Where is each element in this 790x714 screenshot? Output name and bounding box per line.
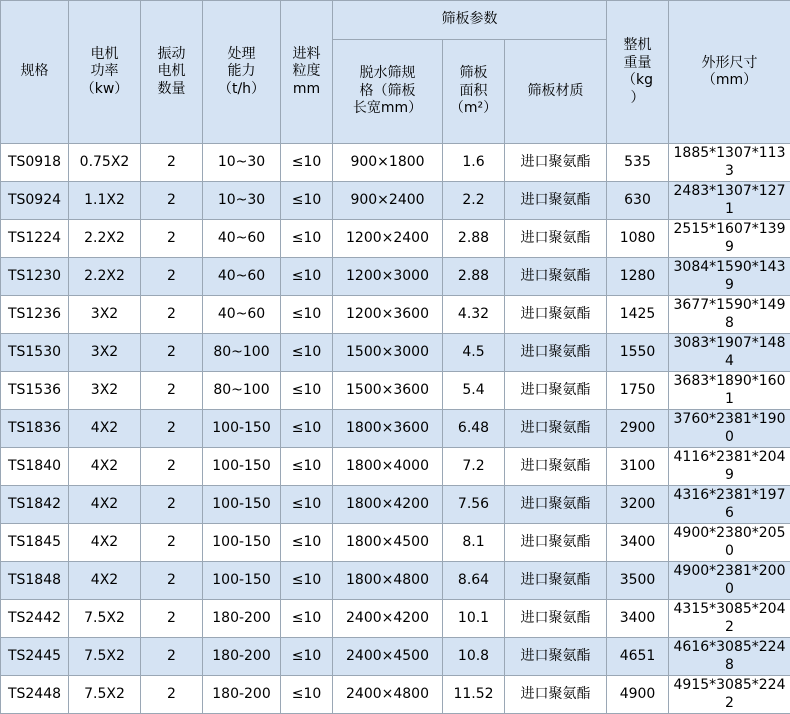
cell-screen_spec: 2400×4200 xyxy=(333,600,443,638)
cell-motor_power: 3X2 xyxy=(69,296,141,334)
cell-capacity: 100-150 xyxy=(203,448,281,486)
cell-capacity: 80~100 xyxy=(203,334,281,372)
header-line: （m²） xyxy=(445,100,502,118)
cell-motor_power: 2.2X2 xyxy=(69,220,141,258)
table-row xyxy=(1,220,790,258)
cell-capacity: 10~30 xyxy=(203,182,281,220)
cell-motor_count: 2 xyxy=(141,638,203,676)
header-line: 电机 xyxy=(71,46,138,64)
header-line: 筛板材质 xyxy=(507,83,604,101)
cell-capacity: 180-200 xyxy=(203,676,281,714)
cell-dimensions: 3084*1590*1439 xyxy=(669,258,790,296)
header-line: 粒度 xyxy=(283,63,330,81)
table-row xyxy=(1,524,790,562)
cell-screen_spec: 900×2400 xyxy=(333,182,443,220)
cell-model: TS1840 xyxy=(1,448,69,486)
header-line: mm xyxy=(283,81,330,99)
header-line: 数量 xyxy=(143,81,200,99)
cell-motor_count: 2 xyxy=(141,220,203,258)
cell-motor_count: 2 xyxy=(141,562,203,600)
cell-screen_material: 进口聚氨酯 xyxy=(505,600,607,638)
cell-dimensions: 4900*2380*2050 xyxy=(669,524,790,562)
header-cell-feed-size xyxy=(281,1,333,144)
cell-screen_spec: 1800×4500 xyxy=(333,524,443,562)
cell-model: TS1836 xyxy=(1,410,69,448)
cell-capacity: 40~60 xyxy=(203,220,281,258)
cell-screen_spec: 2400×4500 xyxy=(333,638,443,676)
cell-screen_spec: 1200×3600 xyxy=(333,296,443,334)
cell-motor_count: 2 xyxy=(141,334,203,372)
header-line: 电机 xyxy=(143,63,200,81)
cell-feed_size: ≤10 xyxy=(281,182,333,220)
cell-weight: 1280 xyxy=(607,258,669,296)
cell-dimensions: 2483*1307*1271 xyxy=(669,182,790,220)
cell-motor_count: 2 xyxy=(141,144,203,182)
header-line: 面积 xyxy=(445,83,502,101)
cell-screen_spec: 1500×3000 xyxy=(333,334,443,372)
cell-weight: 3400 xyxy=(607,524,669,562)
header-line: 外形尺寸 xyxy=(671,55,788,73)
cell-dimensions: 3760*2381*1900 xyxy=(669,410,790,448)
cell-motor_power: 4X2 xyxy=(69,562,141,600)
cell-motor_count: 2 xyxy=(141,182,203,220)
table-row xyxy=(1,448,790,486)
cell-screen_material: 进口聚氨酯 xyxy=(505,410,607,448)
cell-capacity: 40~60 xyxy=(203,296,281,334)
cell-screen_spec: 1200×2400 xyxy=(333,220,443,258)
cell-motor_power: 3X2 xyxy=(69,334,141,372)
header-line: 振动 xyxy=(143,46,200,64)
cell-model: TS1845 xyxy=(1,524,69,562)
cell-screen_material: 进口聚氨酯 xyxy=(505,524,607,562)
cell-dimensions: 3683*1890*1601 xyxy=(669,372,790,410)
cell-weight: 535 xyxy=(607,144,669,182)
header-cell-screen-spec xyxy=(333,39,443,143)
cell-dimensions: 2515*1607*1399 xyxy=(669,220,790,258)
cell-feed_size: ≤10 xyxy=(281,372,333,410)
table-row xyxy=(1,258,790,296)
cell-weight: 4651 xyxy=(607,638,669,676)
cell-screen_area: 2.2 xyxy=(443,182,505,220)
cell-model: TS0924 xyxy=(1,182,69,220)
cell-feed_size: ≤10 xyxy=(281,676,333,714)
table-row xyxy=(1,638,790,676)
cell-motor_count: 2 xyxy=(141,258,203,296)
cell-feed_size: ≤10 xyxy=(281,258,333,296)
cell-weight: 1550 xyxy=(607,334,669,372)
header-line: ） xyxy=(609,90,666,108)
header-line: 处理 xyxy=(205,46,278,64)
cell-screen_material: 进口聚氨酯 xyxy=(505,638,607,676)
cell-motor_count: 2 xyxy=(141,600,203,638)
cell-capacity: 100-150 xyxy=(203,486,281,524)
cell-screen_area: 4.32 xyxy=(443,296,505,334)
table-row xyxy=(1,334,790,372)
cell-motor_power: 4X2 xyxy=(69,486,141,524)
cell-model: TS1848 xyxy=(1,562,69,600)
header-line: 筛板 xyxy=(445,65,502,83)
cell-weight: 1080 xyxy=(607,220,669,258)
cell-screen_material: 进口聚氨酯 xyxy=(505,144,607,182)
header-line: （kg xyxy=(609,72,666,90)
cell-weight: 2900 xyxy=(607,410,669,448)
cell-feed_size: ≤10 xyxy=(281,410,333,448)
cell-screen_area: 2.88 xyxy=(443,258,505,296)
cell-model: TS1224 xyxy=(1,220,69,258)
cell-weight: 3400 xyxy=(607,600,669,638)
table-row xyxy=(1,144,790,182)
cell-screen_material: 进口聚氨酯 xyxy=(505,448,607,486)
cell-screen_area: 1.6 xyxy=(443,144,505,182)
table-row xyxy=(1,486,790,524)
table-row xyxy=(1,676,790,714)
cell-dimensions: 3677*1590*1498 xyxy=(669,296,790,334)
cell-screen_spec: 1800×4000 xyxy=(333,448,443,486)
cell-screen_area: 10.8 xyxy=(443,638,505,676)
cell-feed_size: ≤10 xyxy=(281,562,333,600)
cell-screen_area: 8.1 xyxy=(443,524,505,562)
cell-screen_area: 6.48 xyxy=(443,410,505,448)
cell-model: TS1230 xyxy=(1,258,69,296)
header-line: 重量 xyxy=(609,55,666,73)
cell-motor_power: 4X2 xyxy=(69,448,141,486)
cell-screen_spec: 1200×3000 xyxy=(333,258,443,296)
cell-motor_count: 2 xyxy=(141,372,203,410)
cell-model: TS2448 xyxy=(1,676,69,714)
cell-screen_spec: 1800×4200 xyxy=(333,486,443,524)
cell-screen_area: 4.5 xyxy=(443,334,505,372)
header-cell-motor-power xyxy=(69,1,141,144)
cell-dimensions: 4616*3085*2248 xyxy=(669,638,790,676)
cell-feed_size: ≤10 xyxy=(281,600,333,638)
cell-dimensions: 1885*1307*1133 xyxy=(669,144,790,182)
cell-model: TS1236 xyxy=(1,296,69,334)
header-line: 能力 xyxy=(205,63,278,81)
cell-weight: 1750 xyxy=(607,372,669,410)
header-cell-dimensions xyxy=(669,1,790,144)
cell-motor_count: 2 xyxy=(141,524,203,562)
cell-weight: 3500 xyxy=(607,562,669,600)
header-line: 规格 xyxy=(3,63,66,81)
cell-screen_material: 进口聚氨酯 xyxy=(505,220,607,258)
cell-screen_material: 进口聚氨酯 xyxy=(505,182,607,220)
cell-capacity: 40~60 xyxy=(203,258,281,296)
cell-screen_spec: 900×1800 xyxy=(333,144,443,182)
cell-weight: 630 xyxy=(607,182,669,220)
cell-screen_spec: 1800×4800 xyxy=(333,562,443,600)
cell-feed_size: ≤10 xyxy=(281,524,333,562)
cell-weight: 3200 xyxy=(607,486,669,524)
cell-screen_area: 11.52 xyxy=(443,676,505,714)
cell-feed_size: ≤10 xyxy=(281,144,333,182)
header-cell-model xyxy=(1,1,69,144)
cell-screen_material: 进口聚氨酯 xyxy=(505,296,607,334)
cell-screen_area: 2.88 xyxy=(443,220,505,258)
cell-motor_count: 2 xyxy=(141,486,203,524)
cell-motor_power: 1.1X2 xyxy=(69,182,141,220)
header-cell-screen-area xyxy=(443,39,505,143)
table-row xyxy=(1,410,790,448)
header-cell-capacity xyxy=(203,1,281,144)
table-row xyxy=(1,182,790,220)
header-line: （mm） xyxy=(671,72,788,90)
cell-dimensions: 4900*2381*2000 xyxy=(669,562,790,600)
header-line: 进料 xyxy=(283,46,330,64)
table-header xyxy=(1,1,790,144)
table-row xyxy=(1,296,790,334)
cell-screen_material: 进口聚氨酯 xyxy=(505,486,607,524)
cell-motor_count: 2 xyxy=(141,296,203,334)
cell-screen_material: 进口聚氨酯 xyxy=(505,676,607,714)
cell-feed_size: ≤10 xyxy=(281,220,333,258)
cell-motor_power: 3X2 xyxy=(69,372,141,410)
table-row xyxy=(1,372,790,410)
cell-screen_spec: 1500×3600 xyxy=(333,372,443,410)
table-row xyxy=(1,600,790,638)
cell-model: TS1842 xyxy=(1,486,69,524)
header-line: 格（筛板 xyxy=(335,83,440,101)
header-cell-motor-count xyxy=(141,1,203,144)
cell-motor_power: 4X2 xyxy=(69,524,141,562)
cell-screen_material: 进口聚氨酯 xyxy=(505,258,607,296)
header-line: 脱水筛规 xyxy=(335,65,440,83)
cell-capacity: 100-150 xyxy=(203,410,281,448)
cell-motor_power: 7.5X2 xyxy=(69,638,141,676)
cell-motor_count: 2 xyxy=(141,410,203,448)
header-cell-screen-params-group: 筛板参数 xyxy=(333,1,607,40)
cell-motor_power: 7.5X2 xyxy=(69,676,141,714)
cell-capacity: 180-200 xyxy=(203,600,281,638)
cell-motor_power: 0.75X2 xyxy=(69,144,141,182)
cell-dimensions: 4915*3085*2242 xyxy=(669,676,790,714)
header-line: 整机 xyxy=(609,37,666,55)
header-cell-screen-material xyxy=(505,39,607,143)
cell-dimensions: 4116*2381*2049 xyxy=(669,448,790,486)
table-body xyxy=(1,144,790,714)
cell-motor_power: 7.5X2 xyxy=(69,600,141,638)
cell-model: TS0918 xyxy=(1,144,69,182)
cell-screen_spec: 2400×4800 xyxy=(333,676,443,714)
header-cell-weight xyxy=(607,1,669,144)
cell-screen_area: 8.64 xyxy=(443,562,505,600)
cell-model: TS1530 xyxy=(1,334,69,372)
cell-screen_area: 5.4 xyxy=(443,372,505,410)
cell-screen_area: 10.1 xyxy=(443,600,505,638)
cell-dimensions: 3083*1907*1484 xyxy=(669,334,790,372)
cell-dimensions: 4316*2381*1976 xyxy=(669,486,790,524)
cell-weight: 3100 xyxy=(607,448,669,486)
cell-weight: 1425 xyxy=(607,296,669,334)
cell-feed_size: ≤10 xyxy=(281,334,333,372)
cell-feed_size: ≤10 xyxy=(281,638,333,676)
cell-motor_power: 4X2 xyxy=(69,410,141,448)
cell-screen_spec: 1800×3600 xyxy=(333,410,443,448)
header-line: 功率 xyxy=(71,63,138,81)
cell-motor_power: 2.2X2 xyxy=(69,258,141,296)
header-line: （kw） xyxy=(71,81,138,99)
cell-capacity: 10~30 xyxy=(203,144,281,182)
cell-dimensions: 4315*3085*2042 xyxy=(669,600,790,638)
cell-capacity: 180-200 xyxy=(203,638,281,676)
cell-capacity: 100-150 xyxy=(203,562,281,600)
cell-model: TS2442 xyxy=(1,600,69,638)
cell-screen_material: 进口聚氨酯 xyxy=(505,372,607,410)
header-line: （t/h） xyxy=(205,81,278,99)
cell-feed_size: ≤10 xyxy=(281,486,333,524)
cell-capacity: 80~100 xyxy=(203,372,281,410)
cell-motor_count: 2 xyxy=(141,448,203,486)
cell-feed_size: ≤10 xyxy=(281,296,333,334)
cell-feed_size: ≤10 xyxy=(281,448,333,486)
cell-screen_material: 进口聚氨酯 xyxy=(505,334,607,372)
cell-capacity: 100-150 xyxy=(203,524,281,562)
cell-screen_area: 7.56 xyxy=(443,486,505,524)
table-row xyxy=(1,562,790,600)
cell-screen_material: 进口聚氨酯 xyxy=(505,562,607,600)
cell-model: TS2445 xyxy=(1,638,69,676)
header-line: 长宽mm） xyxy=(335,100,440,118)
cell-screen_area: 7.2 xyxy=(443,448,505,486)
header-row-group xyxy=(1,1,790,40)
cell-model: TS1536 xyxy=(1,372,69,410)
cell-weight: 4900 xyxy=(607,676,669,714)
cell-motor_count: 2 xyxy=(141,676,203,714)
